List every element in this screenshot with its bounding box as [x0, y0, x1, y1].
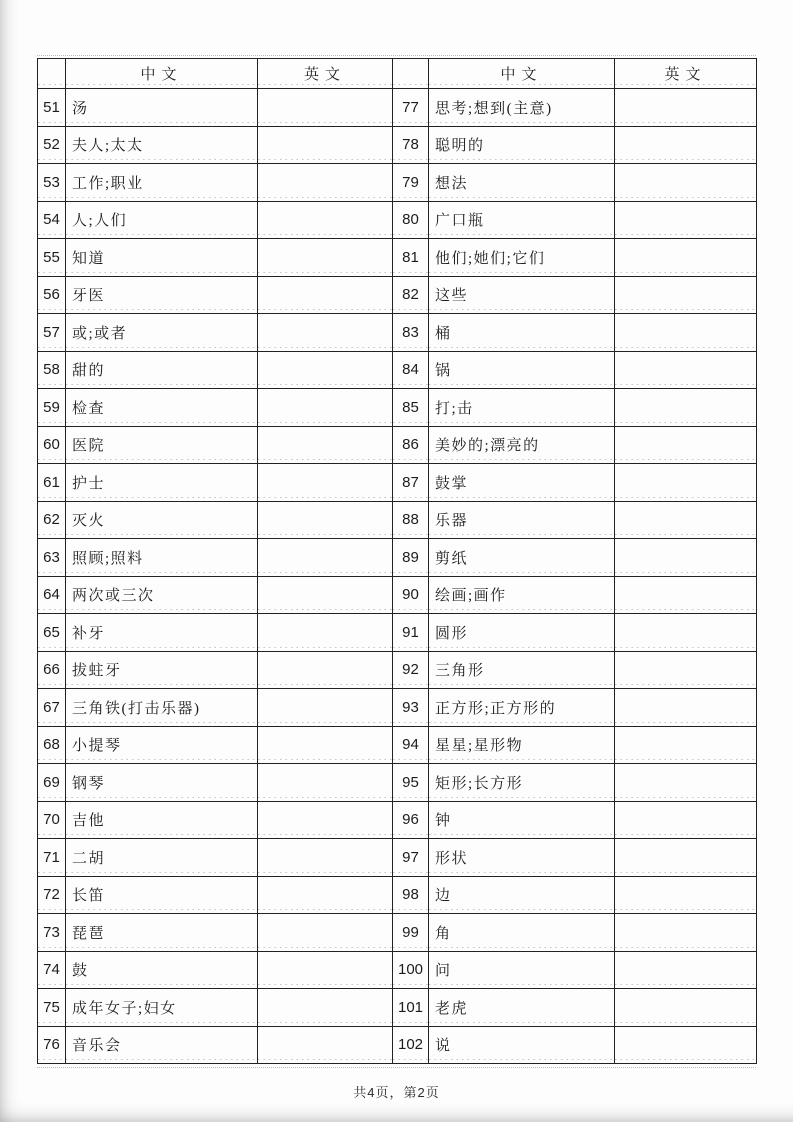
table-row — [38, 764, 757, 802]
english-blank-cell — [258, 951, 393, 989]
table-row — [38, 239, 757, 277]
chinese-term: 两次或三次 — [66, 576, 258, 614]
chinese-term: 聪明的 — [429, 126, 615, 164]
row-number: 90 — [393, 576, 429, 614]
chinese-term: 锅 — [429, 351, 615, 389]
scan-artifact-line — [37, 55, 756, 56]
table-row — [38, 501, 757, 539]
row-number: 85 — [393, 389, 429, 427]
vocab-table — [37, 58, 757, 1064]
row-number: 99 — [393, 914, 429, 952]
table-row — [38, 689, 757, 727]
chinese-term: 汤 — [66, 89, 258, 127]
english-blank-cell — [258, 876, 393, 914]
row-number: 86 — [393, 426, 429, 464]
chinese-term: 灭火 — [66, 501, 258, 539]
chinese-term: 三角形 — [429, 651, 615, 689]
table-row — [38, 89, 757, 127]
table-row — [38, 614, 757, 652]
row-number: 66 — [38, 651, 66, 689]
english-blank-cell — [615, 501, 757, 539]
chinese-term: 打;击 — [429, 389, 615, 427]
row-number: 89 — [393, 539, 429, 577]
row-number: 98 — [393, 876, 429, 914]
chinese-term: 夫人;太太 — [66, 126, 258, 164]
english-blank-cell — [615, 164, 757, 202]
chinese-term: 这些 — [429, 276, 615, 314]
english-blank-cell — [258, 651, 393, 689]
table-row — [38, 914, 757, 952]
english-blank-cell — [258, 164, 393, 202]
english-blank-cell — [258, 576, 393, 614]
chinese-term: 护士 — [66, 464, 258, 502]
english-blank-cell — [258, 389, 393, 427]
row-number: 68 — [38, 726, 66, 764]
chinese-term: 想法 — [429, 164, 615, 202]
row-number: 83 — [393, 314, 429, 352]
english-blank-cell — [258, 839, 393, 877]
row-number: 80 — [393, 201, 429, 239]
chinese-term: 琵琶 — [66, 914, 258, 952]
chinese-term: 人;人们 — [66, 201, 258, 239]
row-number: 65 — [38, 614, 66, 652]
table-row — [38, 314, 757, 352]
english-blank-cell — [615, 576, 757, 614]
table-row — [38, 389, 757, 427]
row-number: 78 — [393, 126, 429, 164]
row-number: 77 — [393, 89, 429, 127]
chinese-term: 鼓 — [66, 951, 258, 989]
english-blank-cell — [615, 389, 757, 427]
chinese-term: 他们;她们;它们 — [429, 239, 615, 277]
row-number: 94 — [393, 726, 429, 764]
english-blank-cell — [615, 876, 757, 914]
chinese-term: 星星;星形物 — [429, 726, 615, 764]
chinese-term: 工作;职业 — [66, 164, 258, 202]
row-number: 88 — [393, 501, 429, 539]
english-blank-cell — [615, 464, 757, 502]
table-row — [38, 539, 757, 577]
table-row — [38, 989, 757, 1027]
row-number: 95 — [393, 764, 429, 802]
row-number: 69 — [38, 764, 66, 802]
chinese-term: 正方形;正方形的 — [429, 689, 615, 727]
row-number: 53 — [38, 164, 66, 202]
english-blank-cell — [258, 89, 393, 127]
table-row — [38, 201, 757, 239]
row-number: 82 — [393, 276, 429, 314]
table-row — [38, 801, 757, 839]
english-blank-cell — [615, 951, 757, 989]
english-blank-cell — [615, 89, 757, 127]
table-row — [38, 839, 757, 877]
chinese-term: 乐器 — [429, 501, 615, 539]
chinese-term: 美妙的;漂亮的 — [429, 426, 615, 464]
english-blank-cell — [615, 839, 757, 877]
chinese-term: 思考;想到(主意) — [429, 89, 615, 127]
chinese-term: 绘画;画作 — [429, 576, 615, 614]
row-number: 55 — [38, 239, 66, 277]
english-blank-cell — [258, 239, 393, 277]
table-row — [38, 164, 757, 202]
chinese-term: 音乐会 — [66, 1026, 258, 1064]
table-row — [38, 426, 757, 464]
row-number: 84 — [393, 351, 429, 389]
header-chinese-label-left: 中文 — [66, 59, 258, 89]
row-number: 101 — [393, 989, 429, 1027]
header-blank-cell — [38, 59, 66, 89]
english-blank-cell — [258, 276, 393, 314]
chinese-term: 医院 — [66, 426, 258, 464]
chinese-term: 钟 — [429, 801, 615, 839]
chinese-term: 圆形 — [429, 614, 615, 652]
english-blank-cell — [258, 351, 393, 389]
row-number: 62 — [38, 501, 66, 539]
chinese-term: 检查 — [66, 389, 258, 427]
english-blank-cell — [615, 126, 757, 164]
chinese-term: 小提琴 — [66, 726, 258, 764]
english-blank-cell — [258, 726, 393, 764]
header-english-label-right: 英文 — [615, 59, 757, 89]
english-blank-cell — [615, 726, 757, 764]
english-blank-cell — [615, 201, 757, 239]
english-blank-cell — [258, 539, 393, 577]
row-number: 58 — [38, 351, 66, 389]
row-number: 60 — [38, 426, 66, 464]
english-blank-cell — [615, 314, 757, 352]
row-number: 72 — [38, 876, 66, 914]
row-number: 100 — [393, 951, 429, 989]
chinese-term: 广口瓶 — [429, 201, 615, 239]
row-number: 61 — [38, 464, 66, 502]
english-blank-cell — [615, 539, 757, 577]
row-number: 81 — [393, 239, 429, 277]
english-blank-cell — [615, 689, 757, 727]
english-blank-cell — [615, 989, 757, 1027]
row-number: 70 — [38, 801, 66, 839]
table-row — [38, 351, 757, 389]
english-blank-cell — [615, 651, 757, 689]
chinese-term: 三角铁(打击乐器) — [66, 689, 258, 727]
header-chinese-label-right: 中文 — [429, 59, 615, 89]
chinese-term: 知道 — [66, 239, 258, 277]
row-number: 76 — [38, 1026, 66, 1064]
page-number-footer: 共4页，第2页 — [353, 1085, 440, 1100]
row-number: 75 — [38, 989, 66, 1027]
chinese-term: 角 — [429, 914, 615, 952]
english-blank-cell — [615, 239, 757, 277]
table-row — [38, 726, 757, 764]
table-row — [38, 876, 757, 914]
row-number: 91 — [393, 614, 429, 652]
table-row — [38, 464, 757, 502]
chinese-term: 长笛 — [66, 876, 258, 914]
english-blank-cell — [258, 1026, 393, 1064]
english-blank-cell — [258, 614, 393, 652]
row-number: 93 — [393, 689, 429, 727]
table-row — [38, 1026, 757, 1064]
english-blank-cell — [615, 426, 757, 464]
row-number: 71 — [38, 839, 66, 877]
chinese-term: 鼓掌 — [429, 464, 615, 502]
row-number: 102 — [393, 1026, 429, 1064]
scan-artifact-line — [37, 1067, 756, 1068]
chinese-term: 说 — [429, 1026, 615, 1064]
row-number: 97 — [393, 839, 429, 877]
row-number: 92 — [393, 651, 429, 689]
chinese-term: 牙医 — [66, 276, 258, 314]
chinese-term: 成年女子;妇女 — [66, 989, 258, 1027]
english-blank-cell — [258, 426, 393, 464]
english-blank-cell — [258, 501, 393, 539]
english-blank-cell — [615, 801, 757, 839]
row-number: 59 — [38, 389, 66, 427]
row-number: 73 — [38, 914, 66, 952]
header-blank-cell — [393, 59, 429, 89]
chinese-term: 钢琴 — [66, 764, 258, 802]
chinese-term: 矩形;长方形 — [429, 764, 615, 802]
row-number: 87 — [393, 464, 429, 502]
chinese-term: 或;或者 — [66, 314, 258, 352]
row-number: 54 — [38, 201, 66, 239]
english-blank-cell — [258, 689, 393, 727]
english-blank-cell — [258, 314, 393, 352]
chinese-term: 问 — [429, 951, 615, 989]
row-number: 96 — [393, 801, 429, 839]
english-blank-cell — [258, 201, 393, 239]
chinese-term: 边 — [429, 876, 615, 914]
english-blank-cell — [258, 764, 393, 802]
english-blank-cell — [258, 126, 393, 164]
english-blank-cell — [258, 801, 393, 839]
row-number: 56 — [38, 276, 66, 314]
chinese-term: 照顾;照料 — [66, 539, 258, 577]
table-row — [38, 576, 757, 614]
table-header-row — [38, 59, 757, 89]
table-row — [38, 276, 757, 314]
english-blank-cell — [615, 914, 757, 952]
chinese-term: 剪纸 — [429, 539, 615, 577]
english-blank-cell — [615, 351, 757, 389]
row-number: 63 — [38, 539, 66, 577]
english-blank-cell — [615, 276, 757, 314]
table-row — [38, 126, 757, 164]
chinese-term: 老虎 — [429, 989, 615, 1027]
english-blank-cell — [615, 764, 757, 802]
chinese-term: 形状 — [429, 839, 615, 877]
row-number: 74 — [38, 951, 66, 989]
english-blank-cell — [258, 914, 393, 952]
row-number: 51 — [38, 89, 66, 127]
row-number: 67 — [38, 689, 66, 727]
english-blank-cell — [258, 464, 393, 502]
chinese-term: 甜的 — [66, 351, 258, 389]
table-row — [38, 951, 757, 989]
vocab-table-body — [38, 89, 757, 1064]
chinese-term: 拔蛀牙 — [66, 651, 258, 689]
row-number: 79 — [393, 164, 429, 202]
chinese-term: 补牙 — [66, 614, 258, 652]
row-number: 57 — [38, 314, 66, 352]
row-number: 52 — [38, 126, 66, 164]
chinese-term: 二胡 — [66, 839, 258, 877]
chinese-term: 桶 — [429, 314, 615, 352]
english-blank-cell — [615, 1026, 757, 1064]
english-blank-cell — [258, 989, 393, 1027]
table-row — [38, 651, 757, 689]
header-english-label-left: 英文 — [258, 59, 393, 89]
row-number: 64 — [38, 576, 66, 614]
english-blank-cell — [615, 614, 757, 652]
chinese-term: 吉他 — [66, 801, 258, 839]
